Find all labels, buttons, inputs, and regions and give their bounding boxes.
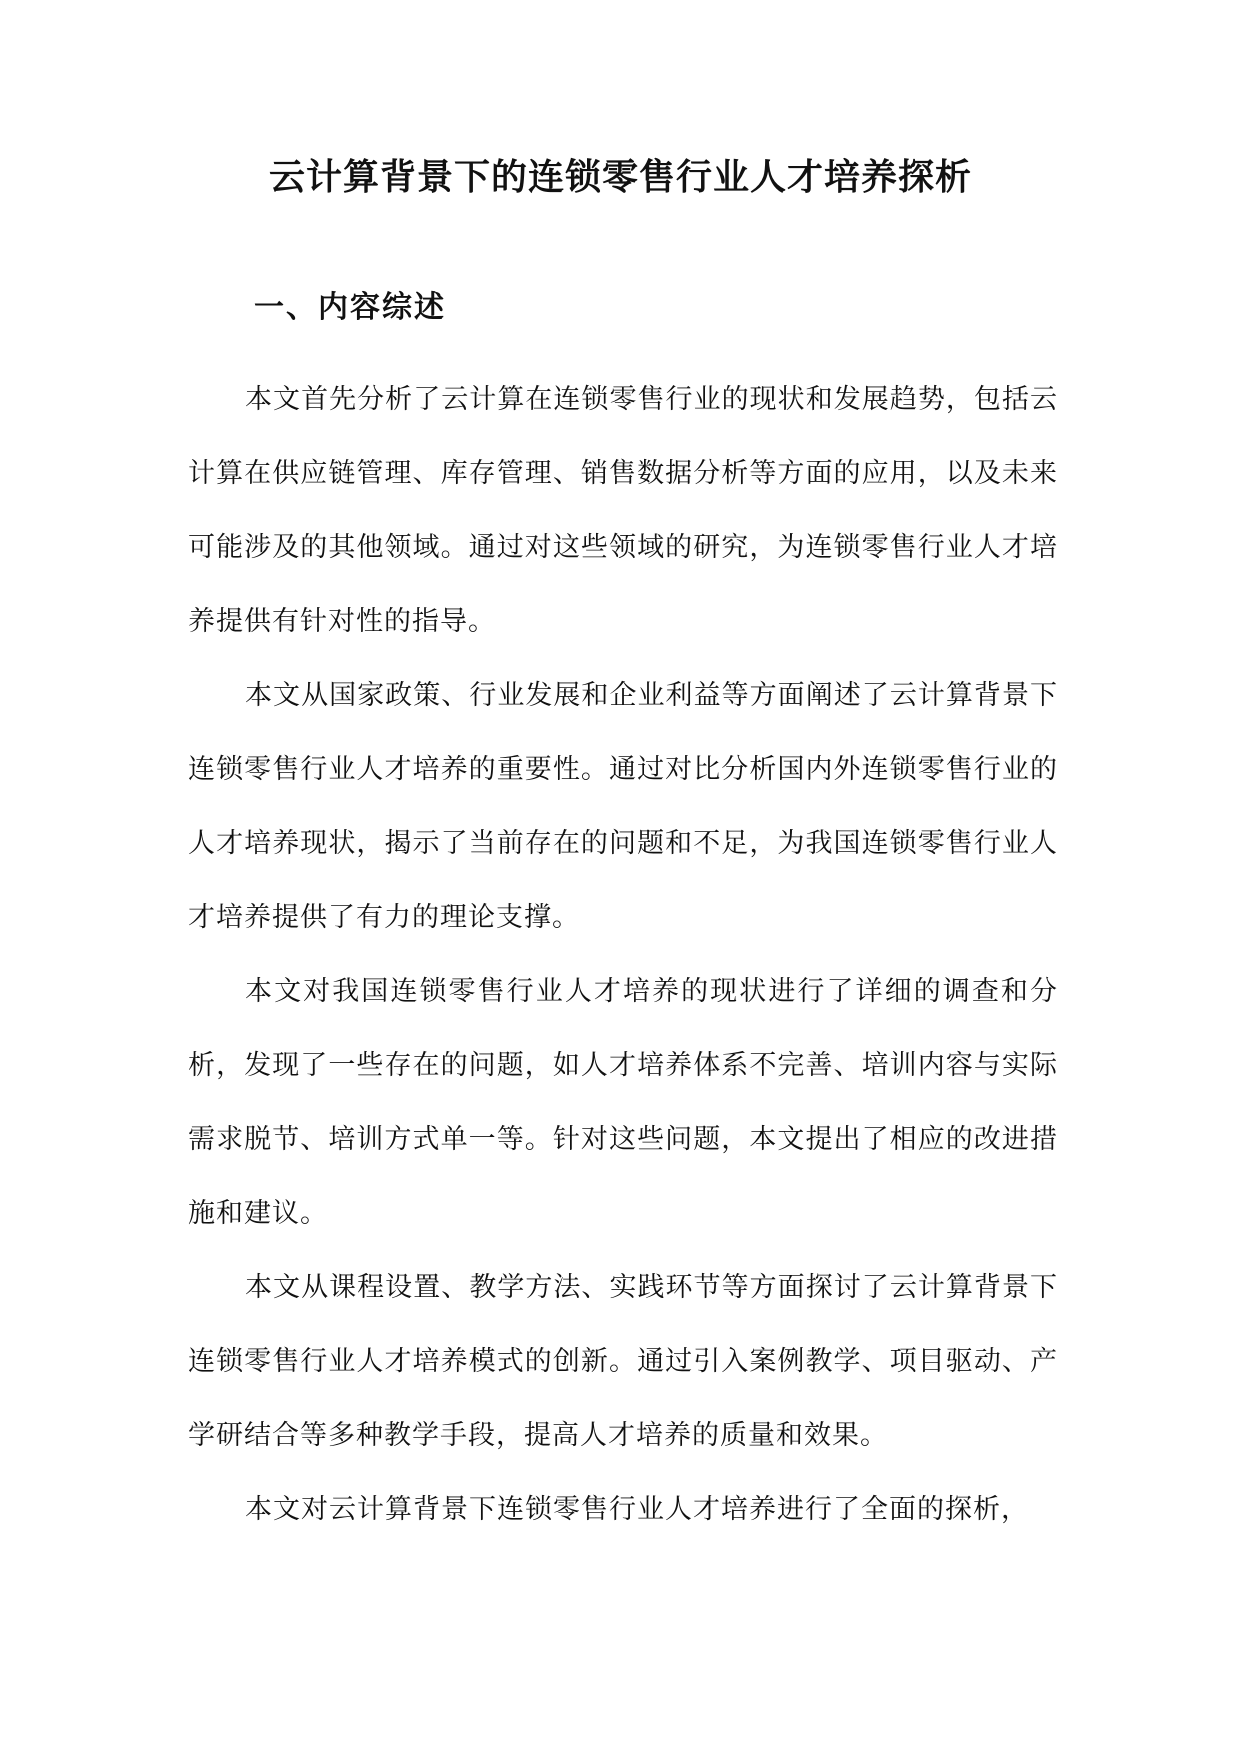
section-heading: 一、内容综述 (254, 290, 446, 325)
paragraph-2: 本文从国家政策、行业发展和企业利益等方面阐述了云计算背景下连锁零售行业人才培养的重要性。通过对比分析国内外连锁零售行业的人才培养现状，揭示了当前存在的问题和不足，为我国连锁零售行业人才培养提供了有力的理论支撑。 (188, 680, 1058, 933)
paragraph-3: 本文对我国连锁零售行业人才培养的现状进行了详细的调查和分析，发现了一些存在的问题，如人才培养体系不完善、培训内容与实际需求脱节、培训方式单一等。针对这些问题，本文提出了相应的改进措施和建议。 (188, 976, 1058, 1229)
paragraph-1: 本文首先分析了云计算在连锁零售行业的现状和发展趋势，包括云计算在供应链管理、库存管理、销售数据分析等方面的应用，以及未来可能涉及的其他领域。通过对这些领域的研究，为连锁零售行业人才培养提供有针对性的指导。 (188, 384, 1058, 637)
document-title: 云计算背景下的连锁零售行业人才培养探析 (268, 157, 972, 198)
paragraph-4: 本文从课程设置、教学方法、实践环节等方面探讨了云计算背景下连锁零售行业人才培养模式的创新。通过引入案例教学、项目驱动、产学研结合等多种教学手段，提高人才培养的质量和效果。 (188, 1272, 1058, 1451)
body-text (188, 363, 1058, 1547)
paragraph-5: 本文对云计算背景下连锁零售行业人才培养进行了全面的探析， (245, 1494, 1029, 1525)
